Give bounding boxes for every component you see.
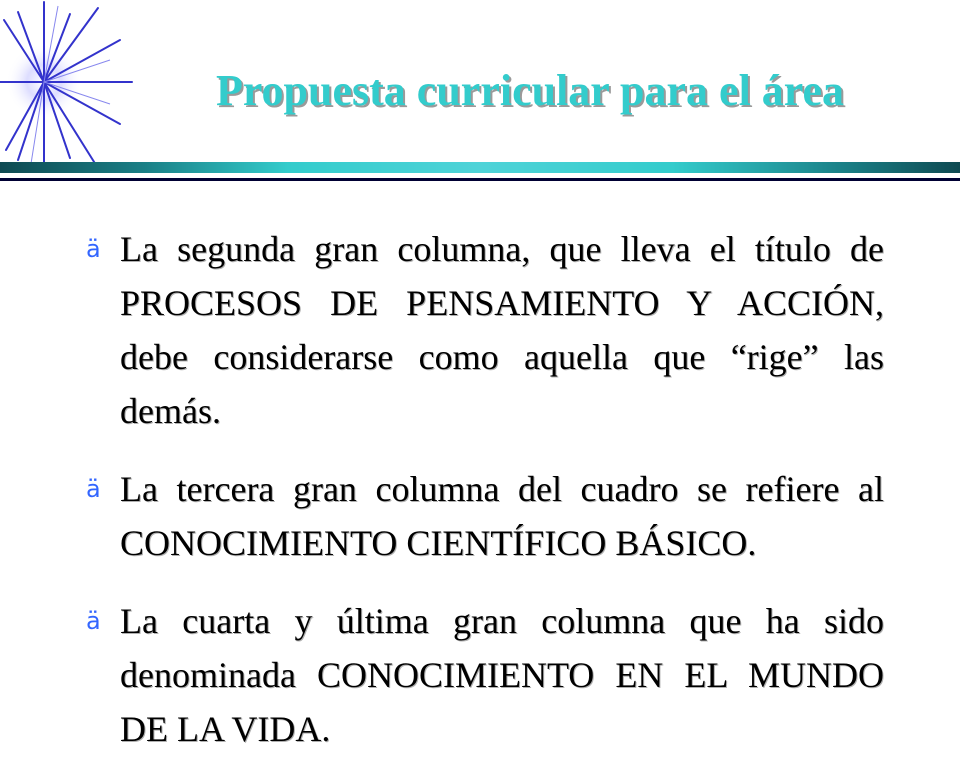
bullet-text: La cuarta y última gran columna que ha sido denominada CONOCIMIENTO EN EL MUNDO DE LA VIDA. xyxy=(120,601,884,749)
title-rule-thin xyxy=(0,178,960,181)
bullet-item xyxy=(86,462,884,570)
title-rule-accent xyxy=(0,162,960,173)
bullet-text: La tercera gran columna del cuadro se refiere al CONOCIMIENTO CIENTÍFICO BÁSICO. xyxy=(120,469,884,563)
bullet-text: La segunda gran columna, que lleva el título de PROCESOS DE PENSAMIENTO Y ACCIÓN, debe considerarse como aquella que “rige” las demás. xyxy=(120,229,884,431)
starburst-icon xyxy=(0,0,140,180)
bullet-icon: ä xyxy=(86,235,101,263)
bullet-list xyxy=(86,222,884,780)
bullet-icon: ä xyxy=(86,607,101,635)
bullet-item xyxy=(86,594,884,756)
slide-title: Propuesta curricular para el área xyxy=(215,66,845,116)
bullet-icon: ä xyxy=(86,475,101,503)
bullet-item xyxy=(86,222,884,438)
